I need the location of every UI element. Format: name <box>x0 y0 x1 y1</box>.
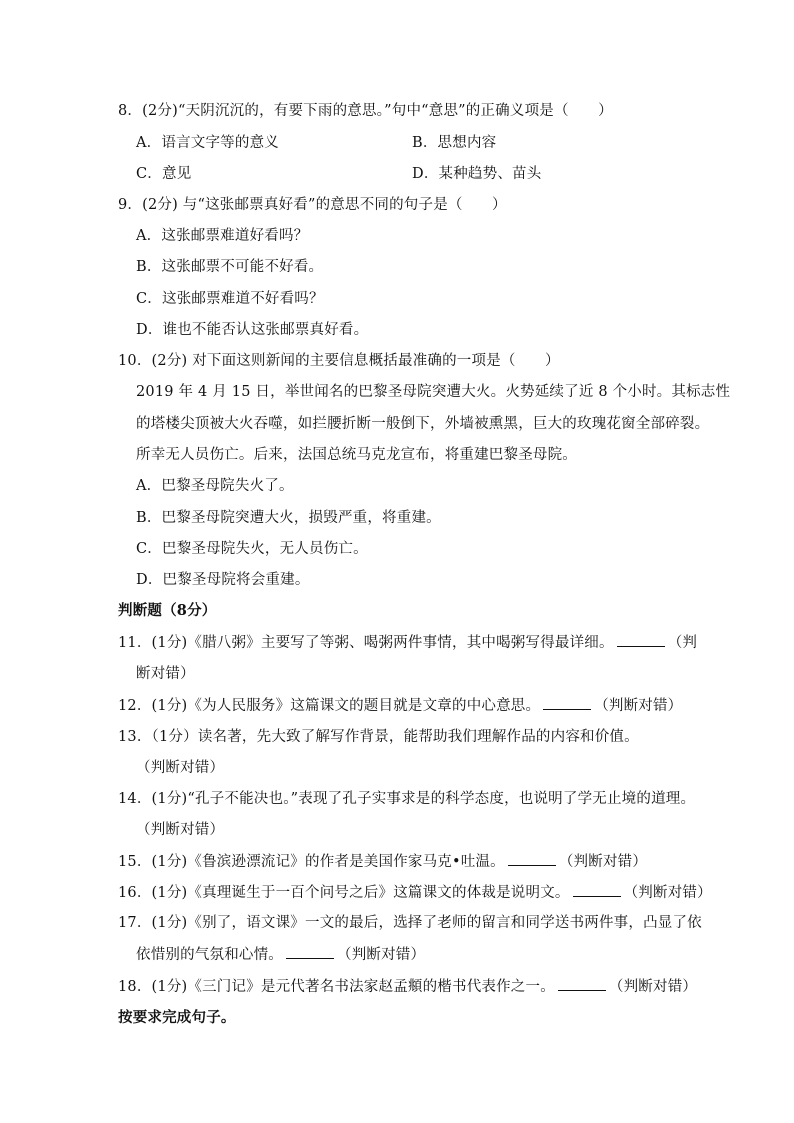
question-17-text: 17．(1分)《别了，语文课》一文的最后，选择了老师的留言和同学送书两件事，凸显了依 <box>118 915 702 931</box>
news-passage-line-1: 2019 年 4 月 15 日，举世闻名的巴黎圣母院突遭大火。火势延续了近 8 个小时。其标志性 <box>136 384 731 400</box>
question-11-tail: （判 <box>667 635 698 651</box>
question-8-stem: 8．(2分)“天阴沉沉的，有要下雨的意思。”句中“意思”的正确义项是（ ） <box>118 103 613 119</box>
question-12-text: 12．(1分)《为人民服务》这篇课文的题目就是文章的中心意思。 <box>118 698 541 714</box>
question-18-text: 18．(1分)《三门记》是元代著名书法家赵孟頫的楷书代表作之一。 <box>118 979 555 995</box>
question-10-stem: 10．(2分) 对下面这则新闻的主要信息概括最准确的一项是（ ） <box>118 353 560 369</box>
question-15-text: 15．(1分)《鲁滨逊漂流记》的作者是美国作家马克•吐温。 <box>118 854 505 870</box>
question-16 <box>118 882 712 903</box>
question-8-option-b: B．思想内容 <box>412 135 497 151</box>
answer-blank-16[interactable] <box>573 882 621 897</box>
question-10-option-a: A．巴黎圣母院失火了。 <box>136 478 294 494</box>
question-17-tail: （判断对错） <box>337 947 426 963</box>
question-8-option-a: A．语言文字等的意义 <box>136 135 279 151</box>
question-15-tail: （判断对错） <box>558 854 648 870</box>
answer-blank-12[interactable] <box>543 695 591 710</box>
answer-blank-17[interactable] <box>286 944 334 959</box>
question-11-continued: 断对错） <box>136 666 195 682</box>
question-12 <box>118 695 682 716</box>
question-15 <box>118 851 647 872</box>
question-9-option-a: A．这张邮票难道好看吗？ <box>136 228 309 244</box>
question-8-option-d: D．某种趋势、苗头 <box>412 166 542 182</box>
question-9-option-b: B．这张邮票不可能不好看。 <box>136 259 324 275</box>
question-14-continued: （判断对错） <box>136 822 225 838</box>
question-9-option-c: C．这张邮票难道不好看吗？ <box>136 291 324 307</box>
question-8-option-c: C．意见 <box>136 166 192 182</box>
question-17-cont-text: 依惜别的气氛和心情。 <box>136 947 283 963</box>
question-17-continued <box>136 944 425 965</box>
news-passage-line-3: 所幸无人员伤亡。后来，法国总统马克龙宣布，将重建巴黎圣母院。 <box>136 447 577 463</box>
question-13-text: 13．（1分）读名著，先大致了解写作背景，能帮助我们理解作品的内容和价值。 <box>118 729 639 745</box>
question-9-stem: 9．(2分) 与“这张邮票真好看”的意思不同的句子是（ ） <box>118 197 507 213</box>
section-title-judge: 判断题（8分） <box>118 602 217 619</box>
question-16-tail: （判断对错） <box>623 885 712 901</box>
news-passage-line-2: 的塔楼尖顶被大火吞噬，如拦腰折断一般倒下，外墙被熏黑，巨大的玫瑰花窗全部碎裂。 <box>136 416 710 432</box>
answer-blank-11[interactable] <box>617 632 665 647</box>
section-title-sentences: 按要求完成句子。 <box>118 1009 236 1026</box>
question-13-continued: （判断对错） <box>136 760 225 776</box>
question-10-option-c: C．巴黎圣母院失火，无人员伤亡。 <box>136 541 368 557</box>
question-18 <box>118 976 697 997</box>
question-9-option-d: D．谁也不能否认这张邮票真好看。 <box>136 322 369 338</box>
answer-blank-18[interactable] <box>558 976 606 991</box>
question-11-text: 11．(1分)《腊八粥》主要写了等粥、喝粥两件事情，其中喝粥写得最详细。 <box>118 635 614 651</box>
question-14-text: 14．(1分)“孔子不能决也。”表现了孔子实事求是的科学态度，也说明了学无止境的道理。 <box>118 791 696 807</box>
question-12-tail: （判断对错） <box>594 698 683 714</box>
question-16-text: 16．(1分)《真理诞生于一百个问号之后》这篇课文的体裁是说明文。 <box>118 885 570 901</box>
question-11 <box>118 632 697 653</box>
question-10-option-b: B．巴黎圣母院突遭大火，损毁严重，将重建。 <box>136 510 441 526</box>
question-10-option-d: D．巴黎圣母院将会重建。 <box>136 572 310 588</box>
question-18-tail: （判断对错） <box>608 979 698 995</box>
answer-blank-15[interactable] <box>508 851 556 866</box>
